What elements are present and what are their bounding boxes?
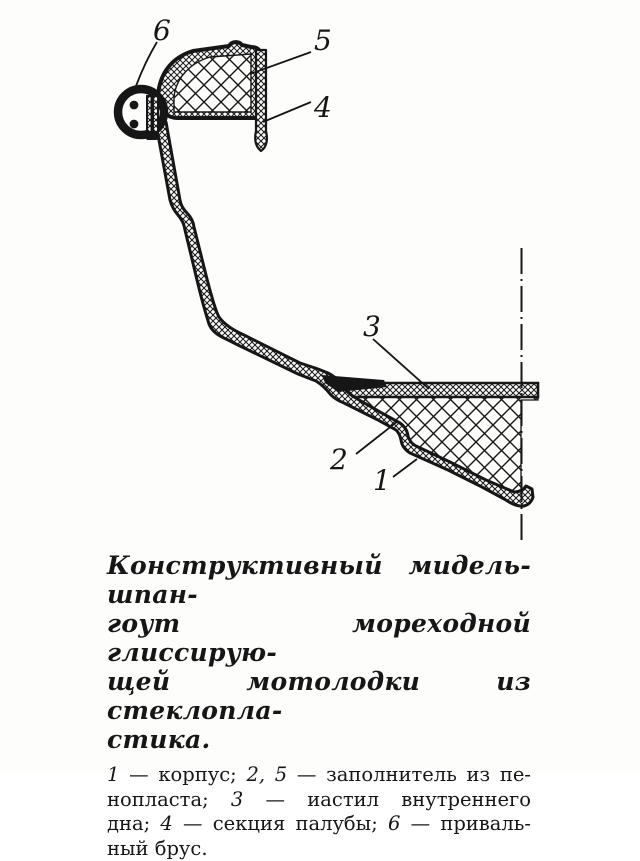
caption-legend-line: [107, 837, 531, 861]
caption-legend-line: [107, 812, 531, 837]
legend-ref-number: 2, 5: [246, 763, 287, 786]
sheer-joint-web: [151, 94, 155, 138]
legend-ref-number: 4: [160, 812, 172, 835]
legend-text: ный брус.: [107, 837, 208, 860]
deck-flange-shape: [255, 50, 267, 151]
leader-line-1: [393, 459, 417, 477]
callout-4: 4: [313, 91, 332, 124]
leader-line-6: [136, 42, 157, 86]
legend-text: дна;: [107, 812, 160, 835]
legend-text: — иастил внутреннего: [243, 788, 531, 811]
legend-text: — заполнитель из пе-: [287, 763, 531, 786]
callout-6: 6: [153, 14, 171, 47]
sheer-joint-nub: [146, 132, 158, 140]
legend-text: — приваль-: [400, 812, 531, 835]
sheer-joint-bolt-bottom: [130, 120, 139, 129]
callout-5: 5: [314, 24, 332, 57]
caption-legend-line: [107, 763, 531, 788]
caption-legend: [107, 763, 531, 861]
caption-title-line: Конструктивный мидель-шпан-: [107, 551, 531, 609]
caption-legend-line: [107, 788, 531, 813]
caption-title-line: гоут мореходной глиссирую-: [107, 609, 531, 667]
legend-ref-number: 3: [231, 788, 243, 811]
leader-line-2: [356, 421, 398, 454]
sheer-joint-bolt-top: [130, 101, 139, 110]
legend-text: — секция палубы;: [173, 812, 388, 835]
legend-ref-number: 1: [107, 763, 119, 786]
callout-3: 3: [363, 310, 381, 343]
caption-title-line: стика.: [107, 725, 531, 754]
legend-text: нопласта;: [107, 788, 231, 811]
legend-ref-number: 6: [388, 812, 400, 835]
caption-title: [107, 551, 531, 754]
callout-2: 2: [329, 443, 348, 476]
callout-1: 1: [373, 464, 391, 497]
caption-title-line: щей мотолодки из стеклопла-: [107, 667, 531, 725]
legend-text: — корпус;: [119, 763, 246, 786]
figure-caption: [107, 551, 531, 861]
leader-line-4: [263, 102, 311, 122]
